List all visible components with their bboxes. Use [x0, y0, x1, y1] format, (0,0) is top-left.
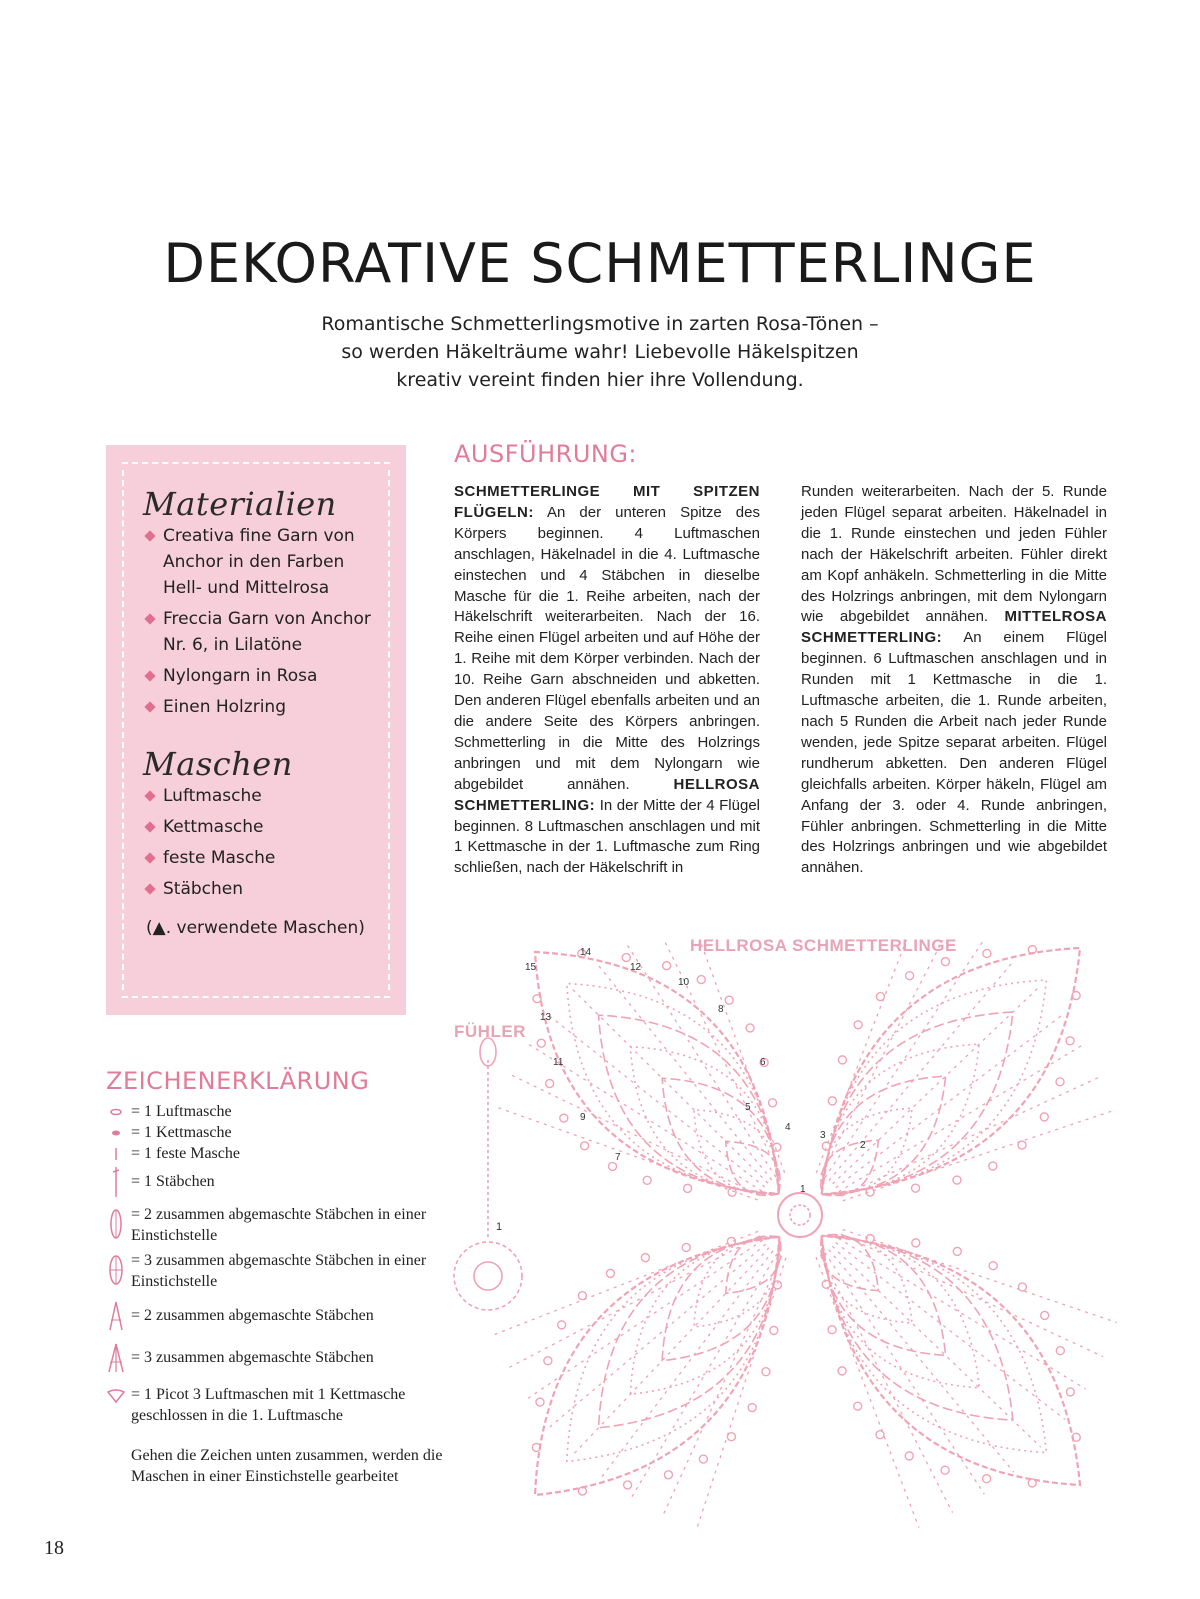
crochet-diagram — [440, 940, 1120, 1540]
row-number: 11 — [553, 1057, 564, 1068]
wing-4 — [816, 1229, 1117, 1527]
butterfly-wings — [491, 940, 1117, 1530]
diamond-bullet-icon — [144, 883, 155, 894]
diamond-bullet-icon — [144, 530, 155, 541]
row-number: 1 — [800, 1184, 806, 1195]
center-ring — [778, 1193, 822, 1237]
row-number: 4 — [785, 1122, 791, 1133]
page-number: 18 — [44, 1537, 64, 1559]
diamond-bullet-icon — [144, 852, 155, 863]
diamond-bullet-icon — [144, 701, 155, 712]
row-number: 12 — [630, 962, 642, 973]
diamond-bullet-icon — [144, 821, 155, 832]
stitches-list — [146, 783, 386, 907]
section-heading: SCHMETTERLINGE MIT SPITZEN FLÜGELN: — [454, 483, 760, 521]
diagram-title: HELLROSA SCHMETTERLINGE — [690, 936, 957, 955]
dc2tog-icon — [106, 1296, 128, 1336]
row-number: 15 — [525, 962, 537, 973]
diamond-bullet-icon — [144, 670, 155, 681]
page-title: DEKORATIVE SCHMETTERLINGE — [163, 232, 1037, 295]
instructions-column-1 — [454, 482, 760, 879]
subtitle-line: so werden Häkelträume wahr! Liebevolle Häkelspitzen — [341, 341, 859, 363]
subtitle-line: Romantische Schmetterlingsmotive in zarten Rosa-Tönen – — [321, 313, 879, 335]
double-crochet-icon — [106, 1162, 128, 1202]
row-number: 6 — [760, 1057, 766, 1068]
list-item: Kettmasche — [146, 814, 386, 840]
row-number: 9 — [580, 1112, 586, 1123]
stitches-note: (▲. verwendete Maschen) — [146, 918, 365, 938]
stitches-heading: Maschen — [143, 745, 293, 783]
list-item: feste Masche — [146, 845, 386, 871]
materials-box — [106, 445, 406, 1015]
wing-1 — [497, 940, 784, 1200]
paragraph-text: An einem Flügel beginnen. 6 Luftmaschen anschlagen und in Runden mit 1 Kettmasche in die 1. Luftmasche arbeiten, die 1. Runde arbeiten, nach 5 Runden die Arbeit nach jeder Runde wenden, jede Spitze separat arbeiten. Flügel rundherum abketten. Den anderen Flügel gleichfalls arbeiten. Körper häkeln, Flügel am Anfang der 3. oder 4. Runde anbringen, Fühler anbringen. Schmetterling in die Mitte des Holzrings anbringen und wie abgebildet annähen. — [801, 629, 1107, 877]
section-heading: MITTELROSA SCHMETTERLING: — [801, 608, 1107, 647]
antenna-row-number: 1 — [496, 1221, 503, 1233]
wing-3 — [491, 1231, 786, 1530]
antenna-diagram — [454, 1038, 522, 1310]
section-heading: HELLROSA SCHMETTERLING: — [454, 775, 760, 814]
row-number: 14 — [580, 947, 592, 958]
materials-heading: Materialien — [143, 485, 337, 523]
antenna-label: FÜHLER — [454, 1022, 526, 1041]
row-number: 7 — [615, 1152, 621, 1163]
paragraph-text: Runden weiterarbeiten. Nach der 5. Runde jeden Flügel separat arbeiten. Häkelnadel in die 1. Runde einstechen und jeden Fühler nach der Häkelschrift arbeiten. Fühler direkt am Kopf anhäkeln. Schmetterling in die Mitte des Holzrings anbringen, mit dem Nylongarn wie abgebildet annähen. — [801, 483, 1107, 626]
list-item: Stäbchen — [146, 876, 386, 902]
row-number: 8 — [718, 1004, 724, 1015]
row-number: 2 — [860, 1140, 866, 1151]
instructions-column-2 — [801, 482, 1107, 879]
materials-list — [146, 523, 386, 725]
legend-heading: ZEICHENERKLÄRUNG — [106, 1067, 370, 1095]
picot-icon — [106, 1380, 128, 1420]
subtitle-line: kreativ vereint finden hier ihre Vollendung. — [396, 369, 804, 391]
row-number: 3 — [820, 1130, 826, 1141]
diamond-bullet-icon — [144, 613, 155, 624]
list-item: Einen Holzring — [146, 694, 386, 720]
row-number: 10 — [678, 977, 690, 988]
legend-note: Gehen die Zeichen unten zusammen, werden die Maschen in einer Einstichstelle gearbeitet — [131, 1447, 443, 1485]
diamond-bullet-icon — [144, 790, 155, 801]
paragraph-text: An der unteren Spitze des Körpers beginnen. 4 Luftmaschen anschlagen, Häkelnadel in die 4. Luftmasche einstechen und 4 Stäbchen in dieselbe Masche für die 1. Reihe arbeiten, nach der Häkelschrift weiterarbeiten. Nach der 16. Reihe einen Flügel arbeiten und auf Höhe der 1. Reihe mit dem Körper verbinden. Nach der 10. Reihe Garn abschneiden und abketten. Den anderen Flügel ebenfalls arbeiten und an die andere Seite des Körpers anbringen. Schmetterling in die Mitte des Holzrings anbringen und mit dem Nylongarn wie abgebildet annähen. — [454, 503, 760, 793]
list-item: Luftmasche — [146, 783, 386, 809]
list-item: Freccia Garn von Anchor Nr. 6, in Lilatöne — [146, 606, 386, 658]
cluster-2-icon — [106, 1204, 128, 1244]
dc3tog-icon — [106, 1338, 128, 1378]
row-number: 5 — [745, 1102, 751, 1113]
cluster-3-icon — [106, 1250, 128, 1290]
wing-2 — [816, 940, 1115, 1201]
paragraph-text: In der Mitte der 4 Flügel beginnen. 8 Luftmaschen anschlagen und mit 1 Kettmasche in der 1. Luftmasche zum Ring schließen, nach der Häkelschrift in — [454, 796, 760, 877]
instructions-heading: AUSFÜHRUNG: — [454, 440, 638, 468]
row-number: 13 — [540, 1012, 552, 1023]
list-item: Creativa fine Garn von Anchor in den Farben Hell- und Mittelrosa — [146, 523, 386, 601]
list-item: Nylongarn in Rosa — [146, 663, 386, 689]
page-subtitle — [0, 310, 1200, 394]
